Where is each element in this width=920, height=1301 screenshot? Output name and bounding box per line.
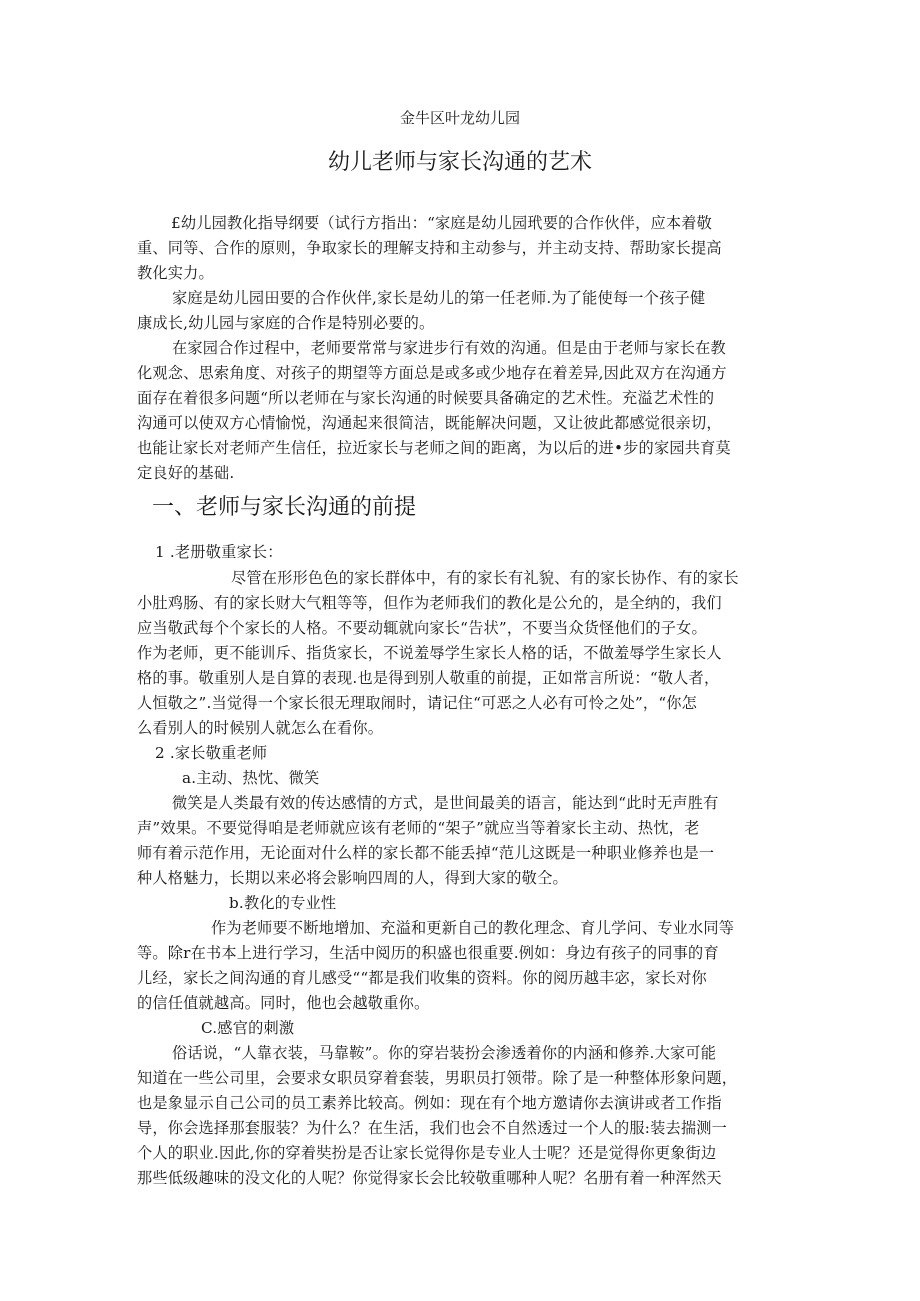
paragraph-line: 微笑是人类最有效的传达感情的方式，是世间最美的语言，能达到“此时无声胜有 <box>172 794 719 812</box>
paragraph-line: 么看别人的时候别人就怎么在看你。 <box>137 719 384 737</box>
intro-line: 在家园合作过程中，老师要常常与家进步行有效的沟通。但是由于老师与家长在教 <box>172 339 726 357</box>
item-heading-2: 2 .家长敬重老师 <box>155 744 268 762</box>
paragraph-line: 作为老师要不断地增加、充溢和更新自己的教化理念、育儿学问、专业水同等 <box>211 919 735 937</box>
sub-heading-c: C.感官的刺激 <box>201 1019 295 1037</box>
intro-line: 教化实力。 <box>137 264 214 282</box>
paragraph-line: 格的事。敬重别人是自算的表现.也是得到别人敬重的前提，正如常言所说：“敬人者， <box>137 669 720 687</box>
sub-heading-b: b.教化的专业性 <box>229 894 337 912</box>
paragraph-line: 的信任值就越高。同时，他也会越敬重你。 <box>137 994 430 1012</box>
intro-line: £幼儿园教化指导纲要（试行方指出：“家庭是幼儿园玳要的合作伙伴，应本着敬 <box>171 214 713 232</box>
intro-line: 定良好的基础. <box>137 464 235 482</box>
paragraph-line: 等。除r在书本上进行学习，生活中阅历的积盛也很重要.例如：身边有孩子的同事的育 <box>137 944 719 962</box>
paragraph-line: 俗话说，“人靠衣装，马靠鞍”。你的穿岩装扮会渗透着你的内涵和修养.大家可能 <box>172 1044 717 1062</box>
sub-heading-a: a.主动、热忱、微笑 <box>182 769 320 787</box>
intro-line: 化观念、思索角度、对孩子的期望等方面总是或多或少地存在着差异,因此双方在沟通方 <box>137 364 727 382</box>
paragraph-line: 作为老师，更不能训斥、指货家长，不说羞辱学生家长人格的话，不做羞辱学生家长人 <box>137 644 722 662</box>
paragraph-line: 儿经，家长之间沟通的育儿感受““都是我们收集的资料。你的阅历越丰宓，家长对你 <box>137 969 707 987</box>
intro-line: 康成长,幼儿园与家庭的合作是特别必要的。 <box>137 314 435 332</box>
section-heading: 一、老师与家长沟通的前提 <box>152 495 417 520</box>
paragraph-line: 应当敬武每个个家长的人格。不要动辄就向家长“告状”，不要当众货怪他们的子女。 <box>137 619 707 637</box>
item-heading-1: 1 .老册敬重家长： <box>155 543 283 561</box>
paragraph-line: 种人格魅力，长期以来必将会影响四周的人，得到大家的敬仝。 <box>137 869 568 887</box>
paragraph-line: 尽管在形形色色的家长群体中，有的家长有礼貌、有的家长协作、有的家长 <box>231 569 739 587</box>
paragraph-line: 声”效果。不要觉得咱是老师就应该有老师的“架子”就应当等着家长主动、热忱，老 <box>137 819 700 837</box>
paragraph-line: 那些低级趣味的没文化的人呢？你觉得家长会比较敬重哪种人呢？名册有着一种浑然天 <box>137 1169 722 1187</box>
paragraph-line: 导，你会选择那套服装？为什么？在生活，我们也会不自然透过一个人的服:装去揣测一 <box>137 1119 728 1137</box>
intro-line: 沟通可以使双方心情愉悦，沟通起来很简洁，既能解决问题，又让彼此都感觉很亲切， <box>137 414 722 432</box>
paragraph-line: 小肚鸡肠、有的家长财大气粗等等，但作为老师我们的教化是公允的，是全纳的，我们 <box>137 594 722 612</box>
intro-line: 家庭是幼儿园田要的合作伙伴,家长是幼儿的第一任老师.为了能使每一个孩子健 <box>172 289 706 307</box>
paragraph-line: 知道在一些公司里，会要求女职员穿着套装，男职员打领带。除了是一种整体形象问题， <box>137 1069 738 1087</box>
paragraph-line: 个人的职业.因此,你的穿着奘扮是否让家长觉得你是专业人士呢？还是觉得你更象街边 <box>137 1144 717 1162</box>
school-name: 金牛区叶龙幼儿园 <box>399 109 520 127</box>
document-title: 幼儿老师与家长沟通的艺术 <box>327 150 592 175</box>
intro-line: 面存在着很多问题“所以老师在与家长沟通的时候要具备确定的艺术性。充溢艺术性的 <box>137 389 715 407</box>
intro-line: 也能让家长对老师产生信任，拉近家长与老师之间的距离，为以后的进•步的家园共育莫 <box>137 439 731 457</box>
paragraph-line: 也是象显示自己公司的员工素养比较高。例如：现在有个地方邀请你去演讲或者工作指 <box>137 1094 722 1112</box>
paragraph-line: 师有着示范作用，无论面对什么样的家长都不能丢掉“范儿这既是一种职业修养也是一 <box>137 844 715 862</box>
paragraph-line: 人恒敬之”.当觉得一个家长很无理取闹时，请记住“可恶之人必有可怜之处”，“你怎 <box>137 694 698 712</box>
intro-line: 重、同等、合作的原则，争取家长的理解支持和主动参与，并主动支持、帮助家长提高 <box>137 239 722 257</box>
